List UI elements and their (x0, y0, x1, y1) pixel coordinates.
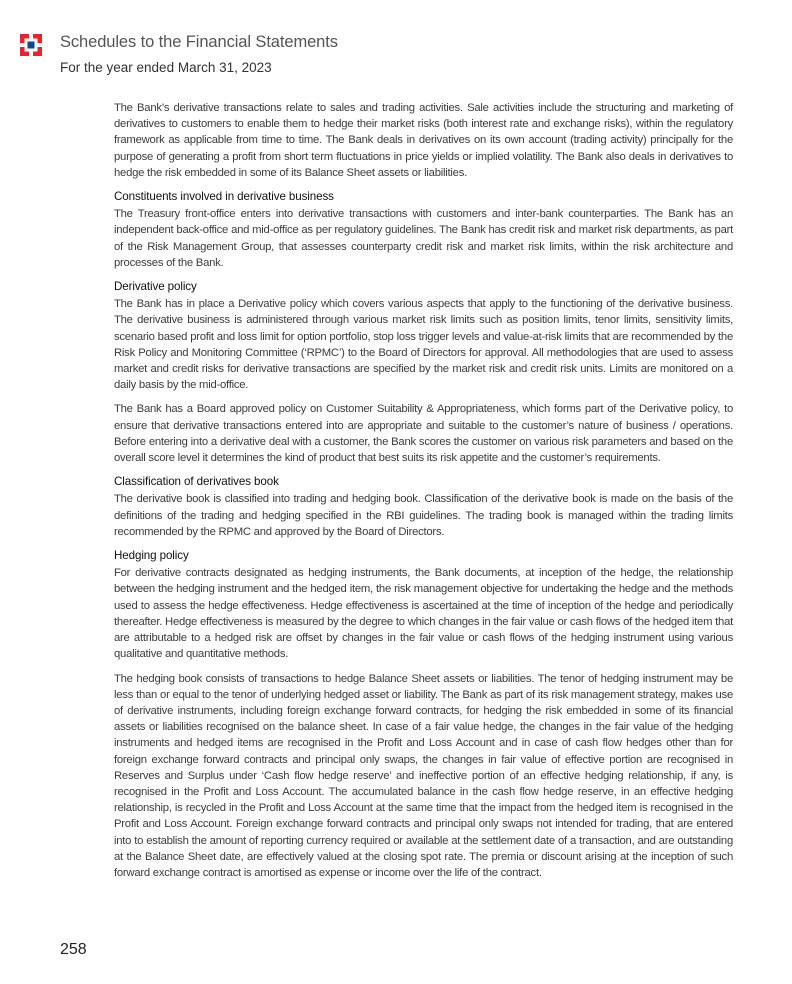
derivative-policy-paragraph-1: The Bank has in place a Derivative policy which covers various aspects that apply to the functioning of the derivative business. The derivative business is administered through various market risk limits such as position limits, tenor limits, sensitivity limits, scenario based profit and loss limit for option portfolio, stop loss trigger levels and value-at-risk limits that are recommended by the Risk Policy and Monitoring Committee (‘RPMC’) to the Board of Directors for approval. All methodologies that are used to assess market and credit risks for derivative transactions are specified by the market risk and credit risk units. Limits are monitored on a daily basis by the mid-office. (114, 298, 733, 392)
constituents-paragraph: The Treasury front-office enters into derivative transactions with customers and inter-bank counterparties. The Bank has an independent back-office and mid-office as per regulatory guidelines. The Bank has credit risk and market risk departments, as part of the Risk Management Group, that assesses counterparty credit risk and market risk limits, within the risk architecture and processes of the Bank. (114, 208, 733, 269)
section-heading-hedging-policy: Hedging policy (114, 549, 189, 563)
intro-paragraph: The Bank’s derivative transactions relate to sales and trading activities. Sale activities include the structuring and marketing of derivatives to customers to enable them to hedge their market risks (both interest rate and exchange risks), within the regulatory framework as applicable from time to time. The Bank deals in derivatives on its own account (trading activity) principally for the purpose of generating a profit from short term fluctuations in price yields or implied volatility. The Bank also deals in derivatives to hedge the risk embedded in some of its Balance Sheet assets or liabilities. (114, 102, 733, 179)
hedging-policy-paragraph-1: For derivative contracts designated as hedging instruments, the Bank documents, at inception of the hedge, the relationship between the hedging instrument and the hedged item, the risk management objective for undertaking the hedge and the methods used to assess the hedge effectiveness. Hedge effectiveness is ascertained at the time of inception of the hedge and periodically thereafter. Hedge effectiveness is measured by the degree to which changes in the fair value or cash flows of the hedged item that are attributable to a hedged risk are offset by changes in the fair value or cash flows of the hedging instrument using various qualitative and quantitative methods. (114, 567, 733, 661)
section-heading-constituents: Constituents involved in derivative business (114, 190, 334, 204)
bank-logo-icon (20, 34, 42, 56)
section-heading-derivative-policy: Derivative policy (114, 280, 197, 294)
page-number: 258 (60, 941, 87, 958)
page-subtitle: For the year ended March 31, 2023 (60, 60, 272, 75)
classification-paragraph: The derivative book is classified into trading and hedging book. Classification of the derivative book is made on the basis of the definitions of the trading and hedging specified in the RBI guidelines. The trading book is managed within the trading limits recommended by the RPMC and approved by the Board of Directors. (114, 493, 733, 538)
derivative-policy-paragraph-2: The Bank has a Board approved policy on Customer Suitability & Appropriateness, which forms part of the Derivative policy, to ensure that derivative transactions entered into are appropriate and suitable to the customer’s nature of business / operations. Before entering into a derivative deal with a customer, the Bank scores the customer on various risk parameters and based on the overall score level it determines the kind of product that best suits its risk appetite and the customer’s requirements. (114, 403, 733, 465)
document-body (114, 100, 733, 889)
page-title: Schedules to the Financial Statements (60, 33, 338, 51)
section-heading-classification: Classification of derivatives book (114, 475, 279, 489)
hedging-policy-paragraph-2: The hedging book consists of transactions to hedge Balance Sheet assets or liabilities. The tenor of hedging instrument may be less than or equal to the tenor of underlying hedged asset or liability. The Bank as part of its risk management strategy, makes use of derivative instruments, including foreign exchange forward contracts, for hedging the risk embedded in some of its financial assets or liabilities recognised on the balance sheet. In case of a fair value hedge, the changes in the fair value of the hedging instruments and hedged items are recognised in the Profit and Loss Account and in case of cash flow hedges other than for foreign exchange forward contracts and principal only swaps, the changes in fair value of effective portion are recognised in Reserves and Surplus under ‘Cash flow hedge reserve’ and ineffective portion of an effective hedging relationship, if any, is recognised in the Profit and Loss Account. The accumulated balance in the cash flow hedge reserve, in an effective hedging relationship, is recycled in the Profit and Loss Account at the same time that the impact from the hedged item is recognised in the Profit and Loss Account. Foreign exchange forward contracts and principal only swaps not intended for trading, that are entered into to establish the amount of reporting currency required or available at the settlement date of a transaction, and are outstanding at the Balance Sheet date, are effectively valued at the closing spot rate. The premia or discount arising at the inception of such forward exchange contract is amortised as expense or income over the life of the contract. (114, 672, 733, 879)
